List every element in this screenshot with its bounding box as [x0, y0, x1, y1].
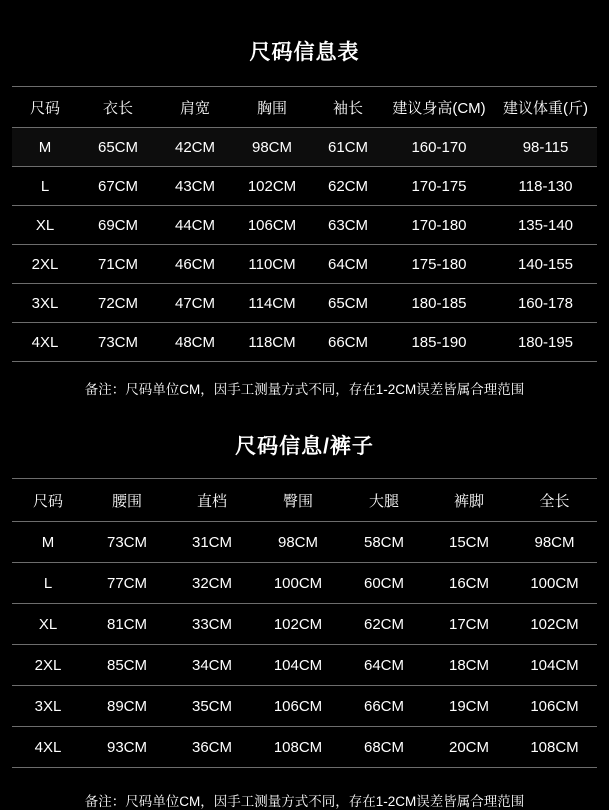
cell-size: 4XL: [12, 727, 84, 768]
cell-value: 46CM: [158, 245, 232, 284]
cell-value: 65CM: [78, 128, 158, 167]
pants-size-section: [0, 398, 609, 810]
column-header: 袖长: [312, 87, 384, 128]
cell-size: XL: [12, 604, 84, 645]
cell-value: 104CM: [254, 645, 342, 686]
cell-value: 71CM: [78, 245, 158, 284]
cell-size: M: [12, 128, 78, 167]
cell-value: 18CM: [426, 645, 512, 686]
table-row: [12, 645, 597, 686]
cell-value: 89CM: [84, 686, 170, 727]
cell-value: 34CM: [170, 645, 254, 686]
cell-value: 98CM: [512, 522, 597, 563]
cell-value: 114CM: [232, 284, 312, 323]
cell-value: 106CM: [512, 686, 597, 727]
cell-size: 3XL: [12, 284, 78, 323]
cell-value: 64CM: [312, 245, 384, 284]
cell-value: 66CM: [342, 686, 426, 727]
cell-value: 48CM: [158, 323, 232, 362]
cell-value: 110CM: [232, 245, 312, 284]
cell-value: 42CM: [158, 128, 232, 167]
cell-size: L: [12, 563, 84, 604]
table-row: [12, 522, 597, 563]
cell-value: 180-195: [494, 323, 597, 362]
cell-value: 73CM: [78, 323, 158, 362]
cell-value: 44CM: [158, 206, 232, 245]
cell-value: 118-130: [494, 167, 597, 206]
table-row: [12, 128, 597, 167]
cell-value: 98-115: [494, 128, 597, 167]
shirt-size-table: [12, 86, 597, 362]
cell-value: 170-180: [384, 206, 494, 245]
cell-value: 100CM: [512, 563, 597, 604]
cell-value: 180-185: [384, 284, 494, 323]
cell-value: 36CM: [170, 727, 254, 768]
cell-value: 81CM: [84, 604, 170, 645]
cell-value: 102CM: [254, 604, 342, 645]
cell-value: 98CM: [254, 522, 342, 563]
pants-table-note: 备注：尺码单位CM，因手工测量方式不同，存在1-2CM误差皆属合理范围: [84, 794, 525, 809]
cell-value: 67CM: [78, 167, 158, 206]
cell-value: 160-170: [384, 128, 494, 167]
cell-value: 32CM: [170, 563, 254, 604]
pants-size-table: [12, 478, 597, 768]
cell-value: 66CM: [312, 323, 384, 362]
cell-value: 64CM: [342, 645, 426, 686]
cell-value: 58CM: [342, 522, 426, 563]
column-header: 肩宽: [158, 87, 232, 128]
cell-value: 100CM: [254, 563, 342, 604]
cell-value: 102CM: [232, 167, 312, 206]
cell-value: 35CM: [170, 686, 254, 727]
cell-value: 47CM: [158, 284, 232, 323]
cell-value: 170-175: [384, 167, 494, 206]
column-header: 建议身高(CM): [384, 87, 494, 128]
shirt-table-note: 备注：尺码单位CM，因手工测量方式不同，存在1-2CM误差皆属合理范围: [84, 382, 525, 397]
column-header: 大腿: [342, 479, 426, 522]
cell-value: 69CM: [78, 206, 158, 245]
cell-size: XL: [12, 206, 78, 245]
cell-value: 63CM: [312, 206, 384, 245]
cell-value: 61CM: [312, 128, 384, 167]
cell-value: 135-140: [494, 206, 597, 245]
cell-value: 106CM: [232, 206, 312, 245]
column-header: 胸围: [232, 87, 312, 128]
table-row: [12, 245, 597, 284]
table-row: [12, 167, 597, 206]
cell-value: 93CM: [84, 727, 170, 768]
column-header: 直档: [170, 479, 254, 522]
cell-value: 33CM: [170, 604, 254, 645]
cell-value: 85CM: [84, 645, 170, 686]
column-header: 全长: [512, 479, 597, 522]
table-header-row: [12, 479, 597, 522]
cell-value: 68CM: [342, 727, 426, 768]
cell-size: 2XL: [12, 645, 84, 686]
cell-size: 4XL: [12, 323, 78, 362]
cell-size: L: [12, 167, 78, 206]
cell-value: 98CM: [232, 128, 312, 167]
column-header: 裤脚: [426, 479, 512, 522]
table-row: [12, 323, 597, 362]
cell-value: 104CM: [512, 645, 597, 686]
cell-value: 106CM: [254, 686, 342, 727]
table-row: [12, 206, 597, 245]
shirt-size-section: [0, 0, 609, 398]
column-header: 尺码: [12, 87, 78, 128]
cell-value: 16CM: [426, 563, 512, 604]
cell-value: 102CM: [512, 604, 597, 645]
column-header: 建议体重(斤): [494, 87, 597, 128]
cell-value: 185-190: [384, 323, 494, 362]
section-title-shirt: 尺码信息表: [249, 41, 360, 64]
column-header: 尺码: [12, 479, 84, 522]
cell-value: 60CM: [342, 563, 426, 604]
cell-value: 17CM: [426, 604, 512, 645]
table-row: [12, 604, 597, 645]
cell-value: 118CM: [232, 323, 312, 362]
table-row: [12, 284, 597, 323]
cell-size: 2XL: [12, 245, 78, 284]
cell-value: 108CM: [512, 727, 597, 768]
cell-value: 77CM: [84, 563, 170, 604]
cell-value: 19CM: [426, 686, 512, 727]
cell-value: 108CM: [254, 727, 342, 768]
column-header: 衣长: [78, 87, 158, 128]
cell-size: 3XL: [12, 686, 84, 727]
table-row: [12, 686, 597, 727]
section-title-pants: 尺码信息/裤子: [235, 435, 374, 458]
cell-value: 160-178: [494, 284, 597, 323]
table-row: [12, 727, 597, 768]
column-header: 腰围: [84, 479, 170, 522]
table-row: [12, 563, 597, 604]
cell-value: 65CM: [312, 284, 384, 323]
table-header-row: [12, 87, 597, 128]
cell-value: 72CM: [78, 284, 158, 323]
cell-value: 62CM: [342, 604, 426, 645]
cell-value: 73CM: [84, 522, 170, 563]
cell-value: 62CM: [312, 167, 384, 206]
cell-value: 15CM: [426, 522, 512, 563]
cell-value: 140-155: [494, 245, 597, 284]
cell-size: M: [12, 522, 84, 563]
cell-value: 20CM: [426, 727, 512, 768]
column-header: 臀围: [254, 479, 342, 522]
cell-value: 43CM: [158, 167, 232, 206]
cell-value: 175-180: [384, 245, 494, 284]
cell-value: 31CM: [170, 522, 254, 563]
